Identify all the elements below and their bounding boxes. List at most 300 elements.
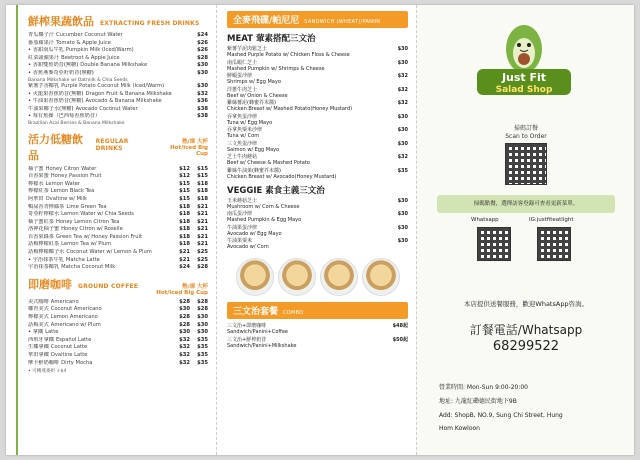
item-price-large: $21 [197, 203, 208, 210]
item-price-regular: $18 [179, 241, 190, 248]
item-name [227, 87, 390, 99]
item-name-zh: • 牛油果香蕉奶昔(無糖) [28, 98, 84, 105]
address-en-1: Add: ShopB, NO.9, Sung Chi Street, Hung [439, 412, 563, 419]
item-price-large: $15 [197, 165, 208, 172]
combo-line-zh: 三文治+即磨咖啡 [227, 323, 267, 329]
combo-banner: 三文治套餐 COMBO [227, 302, 408, 319]
item-price-regular: $18 [179, 211, 190, 218]
item-name-zh: 南瓜蛋沙律 [227, 211, 253, 217]
item-name [28, 188, 172, 196]
sandwich-row [227, 46, 408, 58]
item-name [28, 40, 190, 48]
address-en-2: Hom Kowloon [439, 425, 480, 432]
menu-row [28, 91, 208, 99]
item-name [28, 196, 172, 204]
item-name [28, 113, 190, 126]
item-name-zh: 檸檬紅茶 [28, 188, 49, 195]
item-name [28, 204, 172, 212]
opening-hours: 營業時間: Mon-Sun 9:00-20:00 [439, 384, 528, 391]
item-price: $30 [397, 140, 408, 147]
item-price: $32 [397, 100, 408, 106]
item-price-large: $35 [197, 344, 208, 351]
sandwich-row [227, 168, 408, 180]
item-name-zh: • 香蕉燕麥奇亞籽奶昔(無糖) [28, 69, 94, 76]
item-name-en: Beetroot & Apple Juice [61, 54, 120, 61]
item-name [227, 46, 390, 58]
item-name [28, 106, 190, 114]
item-name-zh: 青瓜椰子汁 [28, 32, 54, 38]
sandwich-row [227, 114, 408, 126]
item-name-en: Ovaltine Latte [50, 352, 88, 358]
item-price-large: $30 [197, 329, 208, 336]
item-price: $30 [197, 62, 208, 69]
item-price-large: $28 [197, 306, 208, 313]
menu-row [28, 204, 208, 212]
combo-line-en: Sandwich/Panini+Coffee [227, 329, 288, 335]
item-price-regular: $15 [179, 188, 190, 195]
item-name-en: Tuna w/ Egg Mayo [227, 119, 273, 126]
item-price-regular: $21 [179, 256, 190, 263]
item-name-en: Tomato & Apple Juice [55, 39, 111, 46]
item-price: $30 [397, 46, 408, 52]
item-name-zh: 柚子蜜 [28, 165, 44, 172]
item-price: $26 [197, 39, 208, 46]
item-name [28, 62, 190, 70]
menu-row [28, 314, 208, 322]
item-name-en: Honey Lemon Citron Tea [55, 218, 120, 225]
just-fit-logo [469, 19, 579, 99]
item-name-zh: • 香甜南瓜牛乳 [28, 47, 64, 54]
item-name-en: Cucumber Coconut Water [55, 32, 123, 38]
item-price: $32 [397, 86, 408, 93]
sandwich-row [227, 60, 408, 72]
item-price: $30 [397, 211, 408, 217]
item-name [28, 344, 172, 352]
price-column-header: 熱/凍 大杯 Hot/Iced Big Cup [156, 283, 208, 296]
combo-price: $50起 [392, 336, 408, 343]
menu-row [28, 344, 208, 352]
regular-drinks-list [28, 166, 208, 272]
item-price-regular: $28 [179, 298, 190, 305]
item-name-zh: 鴨屎香青檸綠茶 [28, 203, 65, 210]
item-name-en: Purple Potato Coconut Milk (Iced/Warm) [61, 83, 165, 90]
item-price-regular: $30 [179, 329, 190, 336]
item-name-en: Pumpkin Milk (Iced/Warm) [65, 47, 134, 54]
item-name-zh: 話梅檸檬紅茶 [28, 241, 60, 248]
instagram-qr-code[interactable] [537, 227, 571, 261]
item-name [28, 360, 172, 368]
item-price-regular: $18 [179, 218, 190, 225]
sandwich-row [227, 225, 408, 237]
combo-name [227, 323, 390, 335]
menu-row [28, 181, 208, 189]
item-name [28, 181, 172, 189]
menu-row [28, 113, 208, 126]
item-price: $30 [397, 59, 408, 66]
item-name-zh: 華田拿鐵 [28, 352, 49, 358]
item-name [28, 322, 172, 330]
item-name [28, 173, 172, 181]
item-name [28, 211, 172, 219]
item-name-zh: 百香果綠茶 [28, 233, 54, 240]
sandwich-row [227, 141, 408, 153]
item-price: $30 [397, 224, 408, 231]
menu-row [28, 352, 208, 360]
item-price: $32 [397, 154, 408, 160]
item-price: $32 [397, 73, 408, 79]
item-name [28, 32, 190, 40]
combo-line-zh: 三文治+鮮榨奶昔 [227, 336, 267, 343]
item-name [28, 55, 190, 63]
item-price-large: $35 [197, 352, 208, 358]
item-name [227, 141, 390, 153]
item-name [28, 241, 172, 249]
item-name-zh: 玉米蘑菇芝士 [227, 197, 258, 204]
menu-row [28, 337, 208, 345]
item-price-large: $35 [197, 359, 208, 366]
combo-price: $48起 [392, 323, 408, 329]
item-price-regular: $18 [179, 233, 190, 240]
item-name-en: Avocado w/ Egg Mayo [227, 230, 282, 237]
sandwich-photo [362, 258, 400, 296]
item-name-zh: 吞拿魚粟米沙律 [227, 127, 263, 133]
item-price-regular: $32 [179, 352, 190, 358]
item-name-en: Green Tea w/ Honey Passion Fruit [55, 233, 143, 240]
menu-row [28, 83, 208, 91]
item-subtitle: Brazilian Acai Berries & Banana Milkshake [28, 121, 125, 127]
item-name [28, 98, 190, 106]
item-price-large: $30 [197, 314, 208, 321]
veggie-sandwich-list [227, 198, 408, 251]
menu-row [28, 299, 208, 307]
menu-sheet [6, 5, 634, 455]
item-name-zh: 美式咖啡 [28, 298, 49, 305]
item-name-en: Double Banana Milkshake [80, 62, 148, 69]
menu-row [28, 264, 208, 272]
item-price-regular: $18 [179, 226, 190, 233]
menu-row [28, 226, 208, 234]
item-name-en: Matcha Coconut Milk [61, 264, 116, 271]
item-name-en: Lemon Tea w/ Plum [61, 241, 112, 248]
item-price-regular: $32 [179, 344, 190, 351]
item-price-large: $21 [197, 233, 208, 240]
item-name-en: Tuna w/ Corn [227, 133, 260, 139]
meat-sandwich-list [227, 46, 408, 180]
item-name-en: Dirty Mocha [61, 359, 93, 366]
item-name-zh: 鮮蝦蛋沙律 [227, 73, 253, 79]
item-name-en: Chicken Breast w/ Mashed Potato(Honey Mustard) [227, 106, 353, 112]
item-name-en: Honey Citron w/ Roselle [61, 226, 123, 233]
item-name-en: Lemon Black Tea [50, 188, 95, 195]
item-price-large: $30 [197, 321, 208, 328]
sandwich-panel [216, 5, 416, 455]
sandwich-row [227, 73, 408, 85]
item-price-regular: $12 [179, 173, 190, 180]
sandwich-row [227, 198, 408, 210]
item-price-large: $25 [197, 256, 208, 263]
item-name-en: Americano [50, 298, 79, 305]
fresh-drinks-list [28, 32, 208, 127]
menu-row [28, 234, 208, 242]
item-name [28, 166, 172, 174]
sandwich-photo [236, 258, 274, 296]
logo-line2: Salad Shop [495, 85, 553, 95]
item-price-large: $15 [197, 173, 208, 180]
menu-row [28, 196, 208, 204]
item-price-large: $21 [197, 241, 208, 248]
menu-row [28, 211, 208, 219]
item-name [227, 73, 390, 85]
item-name-zh: 雞絲牛油果(蜂蜜芥末醬) [227, 167, 281, 174]
item-name-zh: 番茄蘋果汁 [28, 39, 54, 46]
drinks-panel [6, 5, 216, 455]
item-name-zh: 吞拿魚蛋沙律 [227, 113, 258, 120]
item-name-zh: • 宇治抹茶牛乳 [28, 256, 64, 263]
logo-line1: Just Fit [501, 71, 547, 84]
menu-row [28, 40, 208, 48]
item-name [28, 70, 190, 83]
item-name-zh: 雞絲薯泥(蜂蜜芥末醬) [227, 100, 276, 106]
item-name [28, 234, 172, 242]
sandwich-row [227, 238, 408, 250]
item-name-en: Salmon w/ Egg Mayo [227, 146, 280, 153]
item-price-large: $21 [197, 211, 208, 218]
item-name-en: Ovaltine w/ Milk [45, 195, 87, 202]
item-name-zh: 檸檬美式 [28, 314, 49, 321]
item-price-large: $18 [197, 188, 208, 195]
item-name-en: Beef w/ Onion & Cheese [227, 92, 288, 99]
item-name-en: Mashed Pumpkin & Egg Mayo [227, 217, 302, 223]
menu-row [28, 219, 208, 227]
item-name [28, 47, 190, 55]
item-subtitle: Banana Milkshake w/ Oatmilk & Chia Seeds [28, 77, 128, 83]
item-price-large: $25 [197, 249, 208, 256]
item-price: $38 [197, 113, 208, 120]
menu-row [28, 70, 208, 83]
item-name-en: Honey Citron Water [45, 165, 97, 172]
menu-row [28, 188, 208, 196]
item-name-zh: 洛神花柚子蜜 [28, 226, 60, 233]
item-price-large: $28 [197, 298, 208, 305]
item-name [227, 198, 390, 210]
item-price-regular: $15 [179, 180, 190, 187]
menu-row [28, 249, 208, 257]
order-phone-label: 訂餐電話/Whatsapp [469, 323, 583, 337]
item-name-en: Americano w/ Plum [50, 321, 101, 328]
menu-row [28, 106, 208, 114]
order-qr-code[interactable] [505, 143, 547, 185]
info-panel [416, 5, 634, 455]
item-name-en: Español Latte [55, 336, 92, 343]
menu-row [28, 241, 208, 249]
item-price-regular: $24 [179, 264, 190, 271]
menu-row [28, 98, 208, 106]
item-name [28, 226, 172, 234]
item-name-zh: 宇治抹茶椰乳 [28, 264, 60, 271]
coffee-list [28, 299, 208, 367]
fresh-drinks-title: 鮮榨果蔬飲品 EXTRACTING FRESH DRINKS [28, 15, 200, 28]
item-name [28, 264, 172, 272]
item-name-zh: 紅菜頭蘋果汁 [28, 54, 60, 61]
item-name [28, 257, 172, 265]
item-name-zh: 牛油果椰子水(無糖) [28, 105, 74, 112]
item-price-regular: $18 [179, 203, 190, 210]
item-price: $28 [197, 54, 208, 61]
sandwich-photo [320, 258, 358, 296]
item-name [28, 329, 172, 337]
menu-row [28, 32, 208, 40]
item-name-zh: 三文魚蛋沙律 [227, 140, 258, 147]
shop-info [439, 383, 563, 433]
item-name-zh: • 香甜雙蕉奶昔(無糖) [28, 62, 79, 69]
item-name-zh: • 拿鐵 [28, 329, 44, 336]
item-price: $30 [397, 127, 408, 133]
item-name-en: Mushroom w/ Corn & Cheese [227, 203, 300, 210]
item-name-en: Latte [45, 329, 59, 336]
combo-row [227, 337, 408, 349]
item-price-regular: $32 [179, 359, 190, 366]
order-phone-number[interactable]: 68299522 [492, 339, 560, 354]
item-name-zh: 紫薯芋香椰乳 [28, 83, 60, 90]
item-price: $30 [197, 69, 208, 76]
scan-to-order-label: 掃碼訂餐 Scan to Order [505, 125, 547, 140]
instagram-label: IG:justfiteatlight [529, 217, 574, 223]
item-price-large: $35 [197, 336, 208, 343]
item-name-en: Mashed Purple Potato w/ Chicken Floss & Cheese [227, 52, 350, 58]
item-name-en: Shrimps w/ Egg Mayo [227, 79, 281, 85]
item-name-zh: 檸檬水 [28, 180, 44, 187]
item-name [28, 299, 172, 307]
menu-row [28, 360, 208, 368]
item-price-large: $21 [197, 226, 208, 233]
sandwich-row [227, 211, 408, 223]
item-price-large: $18 [197, 180, 208, 187]
item-name-zh: 紫薯芋泥肉鬆芝士 [227, 46, 268, 52]
item-name-zh: 奇亞籽檸檬水 [28, 211, 60, 218]
oat-milk-note: • 可轉燕麥奶 +$4 [28, 369, 67, 375]
coffee-title: 即磨咖啡 GROUND COFFEE 熱/凍 大杯 Hot/Iced Big Cup [28, 277, 208, 296]
item-price-regular: $28 [179, 314, 190, 321]
item-name [28, 314, 172, 322]
item-price: $30 [397, 113, 408, 120]
item-name-zh: • 火龍果香蕉奶昔(無糖) [28, 90, 84, 97]
item-price-regular: $21 [179, 249, 190, 256]
item-price: $36 [197, 98, 208, 105]
combo-list [227, 323, 408, 349]
item-name [227, 154, 390, 166]
menu-row [28, 257, 208, 265]
item-name-en: Dragon Fruit & Banana Milkshake [85, 90, 172, 97]
item-name-en: Lime Green Tea [66, 203, 107, 210]
item-name-zh: 南瓜蝦仁芝士 [227, 59, 258, 66]
item-name-en: Honey Passion Fruit [50, 173, 102, 180]
item-name-zh: 椰青美式 [28, 306, 49, 313]
item-name-en: Lemon Water [45, 180, 81, 187]
menu-row [28, 62, 208, 70]
menu-row [28, 329, 208, 337]
menu-row [28, 166, 208, 174]
menu-row [28, 55, 208, 63]
sandwich-row [227, 127, 408, 139]
item-name [227, 60, 390, 72]
scan-notice-box: 掃碼點餐，選擇訪客登錄可查看更新菜單。 [437, 195, 615, 213]
veggie-heading: VEGGIE 素食主義三文治 [227, 185, 325, 196]
item-price: $32 [197, 90, 208, 97]
item-name-zh: 話梅檸檬椰子水 [28, 249, 65, 256]
item-price-regular: $28 [179, 321, 190, 328]
item-name-zh: 牛油果蛋沙律 [227, 224, 258, 231]
menu-row [28, 322, 208, 330]
item-name [227, 225, 390, 237]
sandwich-row [227, 154, 408, 166]
item-name [28, 337, 172, 345]
sandwich-row [227, 87, 408, 99]
item-price-large: $21 [197, 218, 208, 225]
menu-row [28, 306, 208, 314]
combo-row [227, 323, 408, 335]
item-name [28, 249, 172, 257]
item-name [28, 306, 172, 314]
item-name [28, 219, 172, 227]
menu-row [28, 47, 208, 55]
item-price: $24 [197, 32, 208, 38]
item-name-en: Matcha Latte [65, 256, 100, 263]
item-name-en: Avocado w/ Corn [227, 244, 269, 250]
combo-line-en: Sandwich/Panini+Milkshake [227, 342, 297, 349]
price-column-header: 熱/凍 大杯 Hot/Iced Big Cup [170, 138, 208, 157]
item-name-en: Chicken Breast w/ Avocado(Honey Mustard) [227, 173, 337, 180]
item-price-regular: $12 [179, 165, 190, 172]
item-name-zh: 話梅美式 [28, 321, 49, 328]
item-name-en: Coconut Americano [50, 306, 102, 313]
item-name-en: Lemon Americano [50, 314, 98, 321]
whatsapp-qr-code[interactable] [477, 227, 511, 261]
item-name-en: Avocado & Banana Milkshake [85, 98, 162, 105]
item-name-en: Coconut Water w/ Lemon & Plum [66, 249, 152, 256]
item-name-en: Beef w/ Cheese & Mashed Potato [227, 160, 310, 166]
sandwich-photos [227, 258, 408, 296]
item-name-en: Avocado Coconut Water [75, 105, 138, 112]
item-price-regular: $30 [179, 306, 190, 313]
item-name [28, 91, 190, 99]
item-name [227, 168, 390, 180]
item-name [227, 127, 390, 139]
item-name-zh: • 莓有蕉操（巴西莓香蕉奶昔） [28, 113, 101, 120]
item-price-regular: $15 [179, 195, 190, 202]
item-price-regular: $32 [179, 336, 190, 343]
item-name-zh: 生椰拿鐵 [28, 344, 49, 351]
item-name-zh: 阿華田 [28, 195, 44, 202]
delivery-notice: 本店提供送餐服務，歡迎WhatsApp咨詢。 [463, 300, 589, 308]
item-name [227, 238, 390, 250]
item-name-en: Mashed Pumpkin w/ Shrimps & Cheese [227, 65, 325, 72]
green-stripe [16, 5, 18, 455]
item-name-zh: 百香果蜜 [28, 173, 49, 180]
item-name [28, 352, 172, 360]
sandwich-row [227, 100, 408, 112]
item-name [227, 100, 390, 112]
item-name-en: Lemon Water w/ Chia Seeds [61, 211, 134, 218]
item-name [227, 211, 390, 223]
regular-drinks-title: 活力低糖飲品 REGULAR DRINKS 熱/凍 大杯 Hot/Iced Big Cup [28, 132, 208, 162]
item-price: $38 [197, 105, 208, 112]
address-zh: 地址: 九龍紅磡德民街地下9B [439, 398, 517, 405]
item-name-zh: 芝士牛肉蘑菇 [227, 154, 258, 160]
item-price-large: $18 [197, 195, 208, 202]
item-price: $30 [197, 83, 208, 90]
item-name-zh: 柚子蜜紅茶 [28, 218, 54, 225]
item-name-zh: 摩卡鮮奶咖啡 [28, 359, 60, 366]
